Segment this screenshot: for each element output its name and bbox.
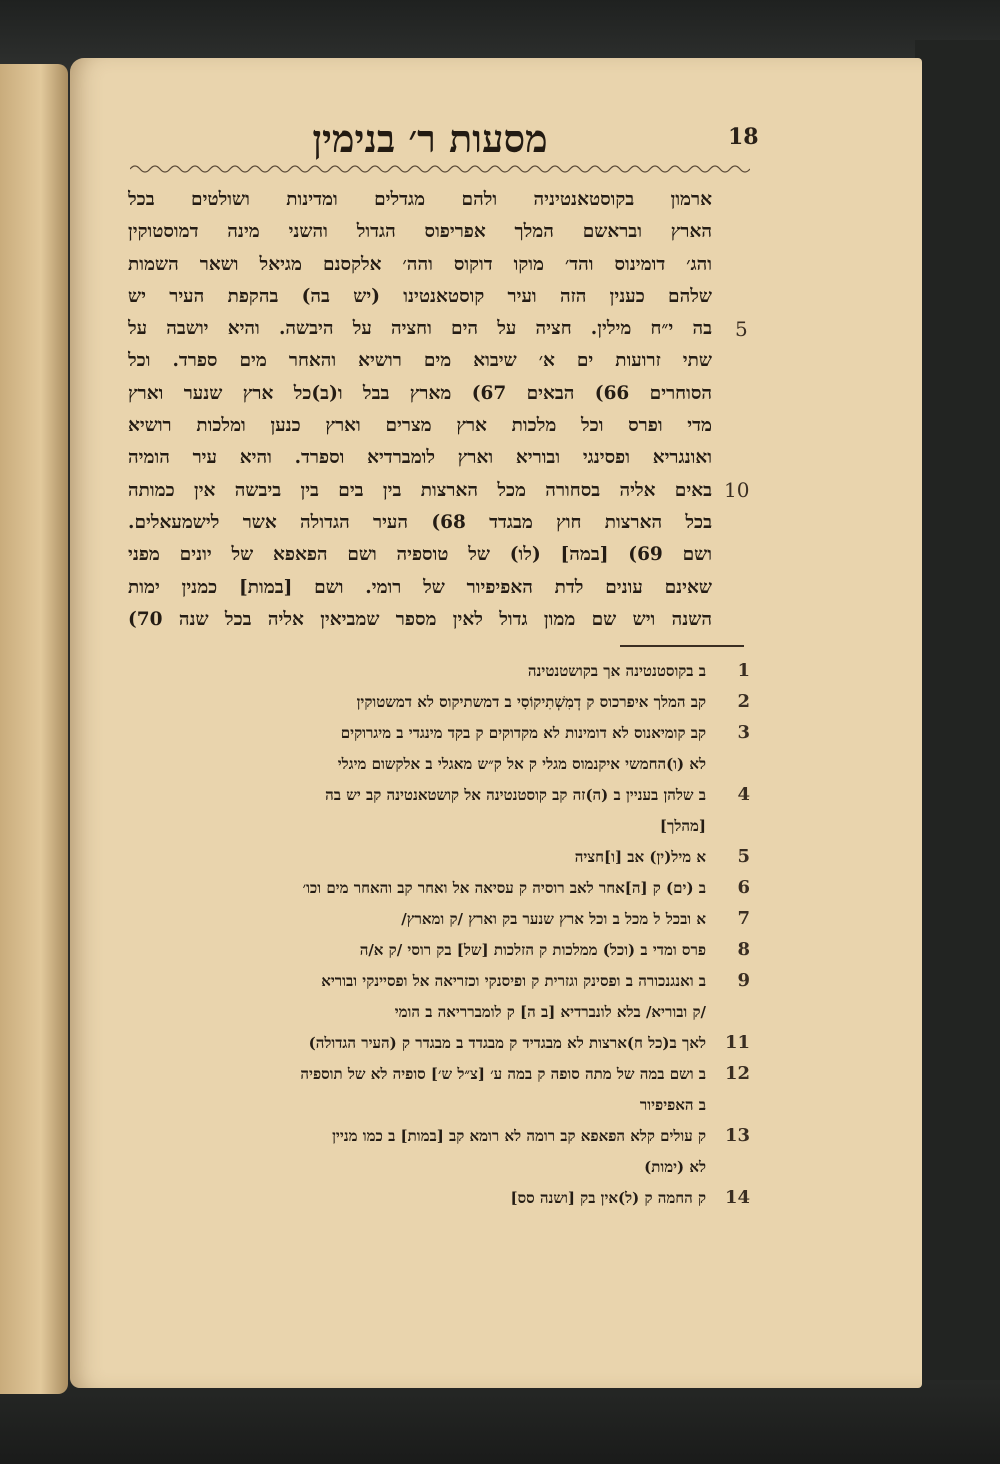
note-number: 13 <box>724 1125 750 1146</box>
header-wavy-rule <box>130 162 750 176</box>
variant-note <box>120 687 750 718</box>
line-number: 5 <box>735 317 748 341</box>
variant-note <box>120 842 750 873</box>
note-text-line: ק עולים קלא הפאפא קב רומה לא רומא קב [במות] ב כמו מניין <box>332 1127 706 1145</box>
note-number: 8 <box>737 939 750 960</box>
note-text-line: ב (ים) ק [ה]אחר לאב רוסיה ק עסיאה אל ואחר קב והאחר מים וכו׳ <box>302 879 706 897</box>
main-text-line: ארמון בקוסטאנטיניה ולהם מגדלים ומדינות ושולטים בכל <box>128 189 712 210</box>
note-number: 7 <box>737 908 750 929</box>
main-text-line: מדי ופרס וכל מלכות ארץ מצרים וארץ כנען ומלכות רושיא <box>128 415 712 437</box>
footnote-divider <box>620 645 744 647</box>
note-text-line: לאך ב(כל ח)ארצות לא מבגדיד ק מבגדד ב מבגדר ק (העיר הגדולה) <box>308 1034 706 1052</box>
main-text-line: בכל הארצות חוץ מבגדד 68) העיר הגדולה אשר לישמעאלים. <box>128 511 712 533</box>
variant-note <box>120 966 750 1028</box>
note-text-line: ב בקוסטנטינה אך בקושטנטינה <box>527 662 706 680</box>
main-text-line: שתי זרועות ים א׳ שיבוא מים רושיא והאחר מים ספרד. וכל <box>128 350 712 372</box>
variant-note <box>120 873 750 904</box>
variant-note <box>120 935 750 966</box>
running-title: מסעות ר׳ בנימין <box>312 116 548 161</box>
note-number: 6 <box>737 877 750 898</box>
facing-page-edge <box>0 64 68 1394</box>
note-number: 12 <box>724 1063 750 1084</box>
note-number: 2 <box>737 691 750 712</box>
note-text-line: א ובכל ל מכל ב וכל ארץ שנער בק וארץ /ק ומארץ/ <box>401 910 706 928</box>
note-number: 11 <box>724 1032 750 1053</box>
note-text-line: קב קומיאנוס לא דומינות לא מקדוקים ק בקד מינגדי ב מיגרוקים <box>340 724 706 742</box>
note-number: 3 <box>737 722 750 743</box>
variant-notes <box>120 656 750 1214</box>
note-number: 1 <box>737 660 750 681</box>
main-text-line: הארץ ובראשם המלך אפריפוס הגדול והשני מינה דמוסטוקין <box>128 221 712 243</box>
book-cover-right <box>915 40 1000 1400</box>
note-text-line: קב המלך איפרכוס ק דְמִשְׁתִיקוֹסִי ב דמשתיקוס לא דמשטוקין <box>356 693 706 711</box>
note-text-line: ב שלהן בעניין ב (ה)זה קב קוסטנטינה אל קושטאנטינה קב יש בה <box>325 786 706 804</box>
main-text-line: בה י״ח מילין. חציה על הים וחציה על היבשה. והיא יושבה על <box>128 318 712 340</box>
main-text-line: ואונגריא ופסינגי ובוריא וארץ לומברדיא וספרד. והיא עיר הומיה <box>128 447 712 469</box>
main-text-line: שאינם עונים לדת האפיפיור של רומי. ושם [במות] כמנין ימות <box>128 576 712 598</box>
note-number: 14 <box>724 1187 750 1208</box>
variant-note <box>120 1028 750 1059</box>
main-text-line: השנה ויש שם ממון גדול לאין מספר שמביאין אליה בכל שנה 70) <box>128 608 712 630</box>
note-text-line: לא (ימות) <box>644 1158 706 1176</box>
note-text-line: [מהלך] <box>659 817 706 835</box>
note-text-line: לא (ו)החמשי איקנמוס מגלי ק אל ק״ש מאגלי ב אלקשום מיגלי <box>337 755 706 773</box>
note-text-line: ב ואנגנכורה ב ופסינק וגזרית ק ופיסנקי וכזריאה אל ופסיינקי ובוריא <box>321 972 706 990</box>
variant-note <box>120 780 750 842</box>
note-number: 5 <box>737 846 750 867</box>
variant-note <box>120 1059 750 1121</box>
note-text-line: פרס ומדי ב (וכל) ממלכות ק הזלכות [של] בק רוסי /ק א/ה <box>359 941 706 959</box>
main-text-block <box>128 184 712 636</box>
note-number: 9 <box>737 970 750 991</box>
variant-note <box>120 1183 750 1214</box>
main-text-line: שלהם כענין הזה ועיר קוסטאנטינו (יש בה) בהקפת העיר יש <box>128 285 712 307</box>
main-text-line: ושם 69) [במה] (לו) של טוספיה ושם הפאפא של יונים מפני <box>128 544 712 566</box>
variant-note <box>120 904 750 935</box>
main-text-line: הסוחרים 66) הבאים 67) מארץ בבל ו(ב)כל ארץ שנער וארץ <box>128 382 712 404</box>
variant-note <box>120 718 750 780</box>
book-cover-bottom <box>0 1380 1000 1464</box>
page-number: 18 <box>728 124 759 150</box>
main-text-line: באים אליה בסחורה מכל הארצות בין בים בין ביבשה אין כמותה <box>128 479 712 501</box>
variant-note <box>120 656 750 687</box>
note-text-line: /ק ובוריא/ בלא לונברדיא [ב ה] ק לומברריאה ב הומי <box>394 1003 706 1021</box>
note-number: 4 <box>737 784 750 805</box>
line-number: 10 <box>724 478 750 502</box>
note-text-line: ק החמה ק (ל)אין בק [ושנה סס] <box>510 1189 706 1207</box>
note-text-line: ב ושם במה של מתה סופה ק במה ע׳ [צ״ל ש׳] סופיה לא של תוספיה <box>300 1065 706 1083</box>
variant-note <box>120 1121 750 1183</box>
main-text-line: והג׳ דומינוס והד׳ מוקו דוקוס והה׳ אלקסנם מגיאל ושאר השמות <box>128 253 712 275</box>
note-text-line: א מיל(ין) אב [ו]חציה <box>574 848 706 866</box>
note-text-line: ב האפיפיור <box>639 1096 706 1114</box>
